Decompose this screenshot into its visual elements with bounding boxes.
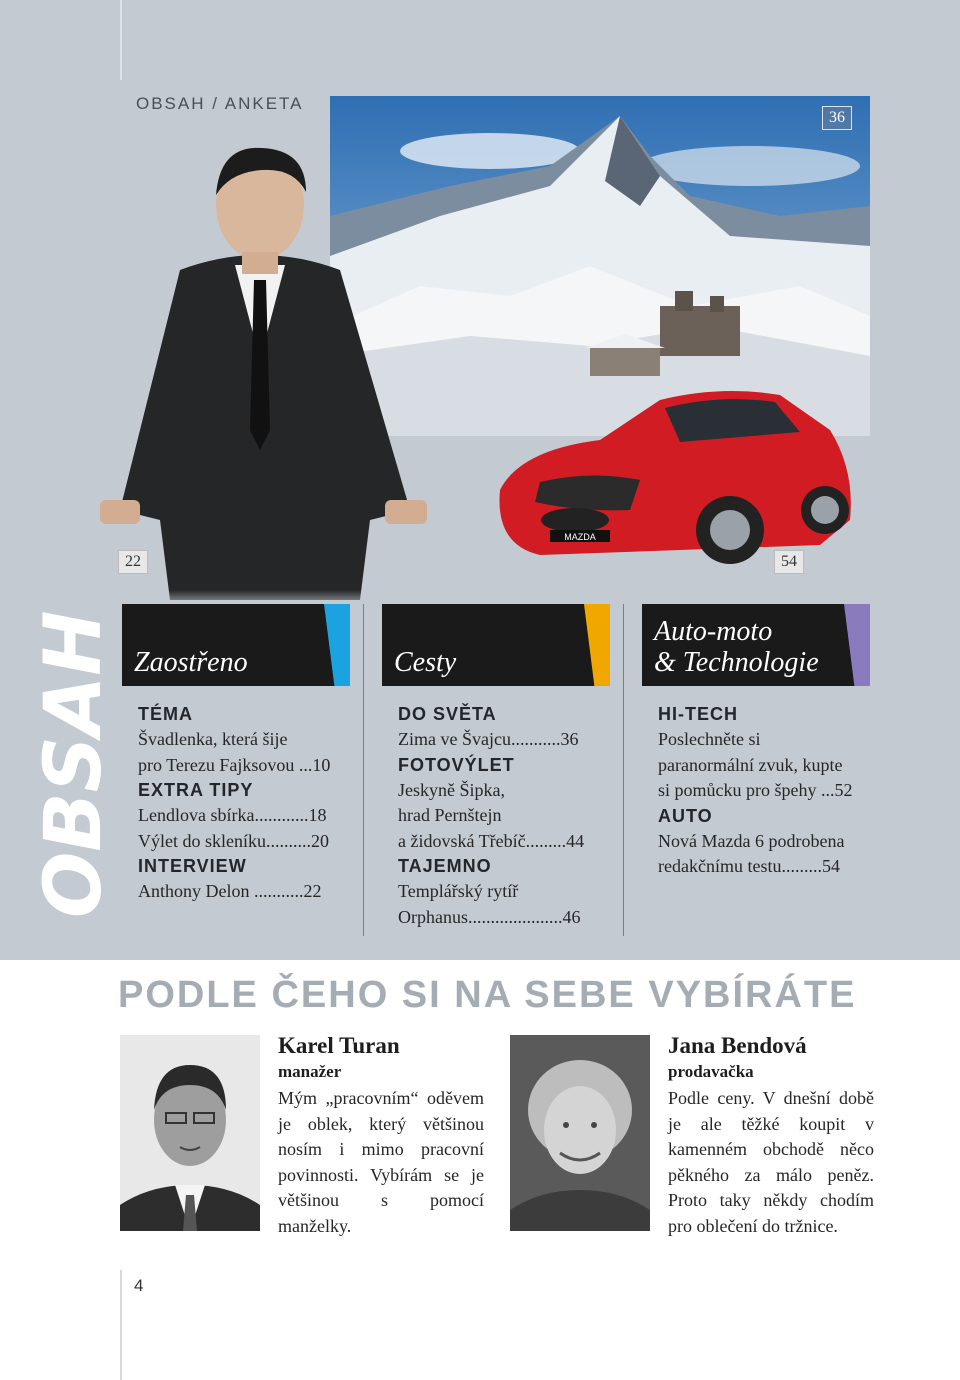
portrait-karel-turan [120, 1035, 260, 1231]
category-heading: INTERVIEW [138, 856, 247, 876]
column-accent-stripe [844, 604, 870, 686]
man-in-suit-photo[interactable] [80, 130, 440, 610]
column-header [382, 604, 610, 686]
contents-link[interactable]: Zima ve Švajcu...........36 [398, 729, 579, 749]
category-heading: AUTO [658, 805, 713, 826]
respondent-quote: Mým „pracovním“ oděvem je oblek, který většinou nosím i mimo pracovní povinnosti. Vybírám se je většinou s pomocí manželky. [278, 1088, 484, 1236]
column-divider [363, 604, 364, 936]
category-heading: DO SVĚTA [398, 704, 497, 724]
top-rule [120, 0, 122, 80]
contents-link[interactable]: Templářský rytíř [398, 881, 519, 901]
contents-link[interactable]: si pomůcku pro špehy ...52 [658, 780, 853, 800]
man-illustration [80, 130, 440, 610]
category-heading: EXTRA TIPY [138, 780, 254, 800]
contents-column-zaostreno [122, 604, 350, 905]
column-title: Cesty [394, 647, 457, 678]
page-number: 4 [134, 1276, 144, 1295]
contents-link[interactable]: hrad Pernštejn [398, 805, 502, 825]
vertical-obsah-title [22, 592, 112, 922]
contents-link[interactable]: Nová Mazda 6 podrobena [658, 830, 845, 851]
page-badge-mountain: 36 [822, 106, 852, 130]
category-heading: HI-TECH [658, 704, 738, 724]
contents-link[interactable]: paranormální zvuk, kupte [658, 754, 843, 775]
column-accent-stripe [584, 604, 610, 686]
page-badge-man: 22 [118, 550, 148, 574]
contents-link[interactable]: Lendlova sbírka............18 [138, 805, 327, 825]
contents-link[interactable]: Poslechněte si [658, 729, 761, 749]
column-title-line: Auto-moto [654, 616, 773, 647]
respondent-quote: Podle ceny. V dnešní době je ale těžké koupit v kamenném obchodě něco pěkného za málo peněz. Proto taky někdy chodím pro oblečení do tržnice. [668, 1088, 874, 1236]
bottom-rule [120, 1270, 122, 1380]
contents-link[interactable]: Výlet do skleníku..........20 [138, 830, 329, 851]
contents-link[interactable]: Anthony Delon ...........22 [138, 881, 322, 901]
column-header [122, 604, 350, 686]
contents-column-auto-moto [642, 604, 870, 880]
contents-link[interactable]: Jeskyně Šipka, [398, 779, 505, 800]
respondent-name: Karel Turan [278, 1033, 400, 1058]
respondent-name: Jana Bendová [668, 1033, 807, 1058]
respondent-role: prodavačka [668, 1062, 754, 1081]
survey-answer-karel [278, 1032, 484, 1239]
contents-link[interactable]: Orphanus.....................46 [398, 906, 581, 927]
page-badge-car: 54 [774, 550, 804, 574]
category-heading: FOTOVÝLET [398, 754, 515, 775]
contents-link[interactable]: Švadlenka, která šije [138, 729, 288, 749]
survey-title: PODLE ČEHO SI NA SEBE VYBÍRÁTE [118, 974, 857, 1016]
respondent-role: manažer [278, 1062, 342, 1081]
column-header [642, 604, 870, 686]
column-accent-stripe [324, 604, 350, 686]
column-title: Zaostřeno [134, 647, 248, 678]
column-title [654, 616, 819, 678]
section-label: OBSAH / ANKETA [136, 94, 304, 113]
contents-link[interactable]: redakčnímu testu.........54 [658, 856, 840, 876]
survey-answer-jana [668, 1032, 874, 1239]
column-title-line: & Technologie [654, 647, 819, 678]
category-heading: TAJEMNO [398, 856, 492, 876]
vertical-obsah-text: OBSAH [29, 610, 112, 918]
car-plate-text: MAZDA [564, 532, 596, 542]
contents-link[interactable]: pro Terezu Fajksovou ...10 [138, 754, 331, 775]
contents-link[interactable]: a židovská Třebíč.........44 [398, 830, 585, 851]
column-divider [623, 604, 624, 936]
contents-column-cesty [382, 604, 610, 930]
portrait-jana-bendova [510, 1035, 650, 1231]
category-heading: TÉMA [138, 704, 193, 724]
